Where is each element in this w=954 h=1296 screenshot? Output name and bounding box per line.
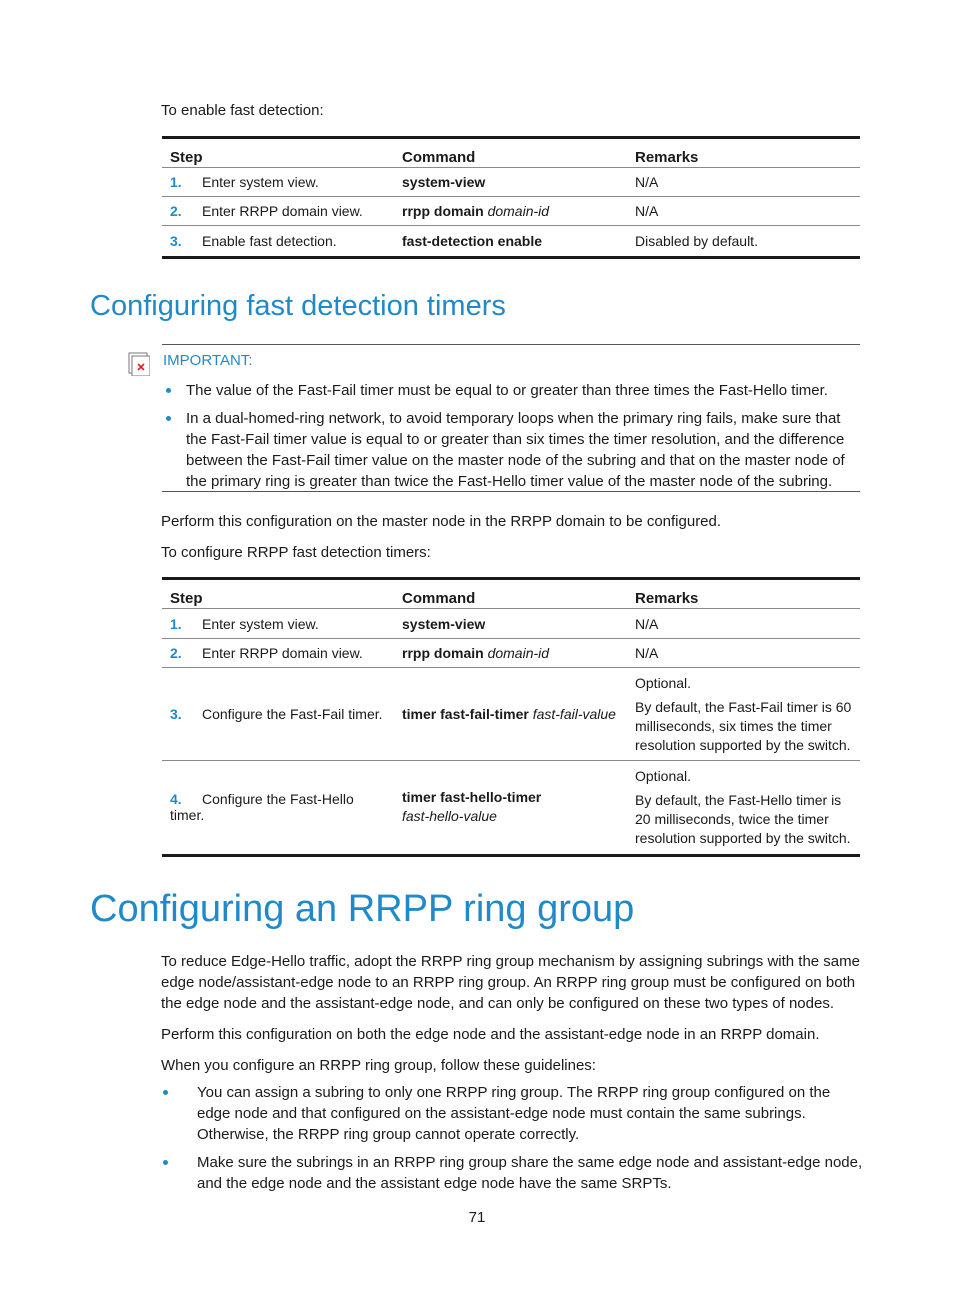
remark-text: N/A — [627, 197, 860, 226]
step-text: Enter RRPP domain view. — [202, 645, 363, 661]
paragraph: When you configure an RRPP ring group, follow these guidelines: — [161, 1057, 596, 1074]
step-text: Configure the Fast-Fail timer. — [202, 706, 383, 722]
important-top-rule — [162, 344, 860, 345]
step-text: Enable fast detection. — [202, 232, 337, 249]
command-argument: domain-id — [487, 645, 550, 661]
header-command: Command — [402, 149, 476, 166]
step-number: 2. — [170, 203, 182, 219]
intro-text: To configure RRPP fast detection timers: — [161, 544, 431, 561]
command-keyword: system-view — [402, 615, 486, 632]
important-note-icon — [128, 352, 150, 376]
steps-table-2 — [162, 577, 860, 857]
step-text: Enter system view. — [202, 174, 319, 190]
remark-detail: By default, the Fast-Hello timer is 20 milliseconds, twice the timer resolution supported by the switch. — [635, 791, 851, 846]
step-number: 4. — [170, 791, 182, 808]
step-number: 1. — [170, 615, 182, 632]
table-row — [162, 609, 860, 639]
guidelines-list — [161, 1082, 864, 1201]
command-keyword: rrpp domain — [402, 203, 484, 219]
step-number: 2. — [170, 645, 182, 661]
remark-text: N/A — [627, 639, 860, 668]
table-row — [162, 668, 860, 761]
command-keyword: fast-detection enable — [402, 232, 543, 249]
table-header-row — [162, 139, 860, 168]
header-step: Step — [170, 590, 203, 607]
command-keyword: system-view — [402, 174, 486, 190]
command-keyword: timer fast-fail-timer — [402, 706, 529, 722]
page-number: 71 — [468, 1209, 486, 1226]
command-argument: fast-fail-value — [532, 706, 616, 722]
important-label: IMPORTANT: — [163, 352, 253, 369]
command-keyword: rrpp domain — [402, 645, 484, 661]
paragraph: Perform this configuration on both the edge node and the assistant-edge node in an RRPP domain. — [161, 1026, 820, 1043]
step-text: Enter RRPP domain view. — [202, 203, 363, 219]
section-heading-rrpp-ring-group: Configuring an RRPP ring group — [90, 888, 635, 930]
table-row — [162, 197, 860, 226]
paragraph: To reduce Edge-Hello traffic, adopt the RRPP ring group mechanism by assigning subrings with the same edge node/assistant-edge node to an RRPP ring group. An RRPP ring group must be configured on both the edge node and the assistant-edge node, and can only be configured on these two types of nodes. — [161, 953, 860, 1012]
step-number: 1. — [170, 174, 182, 190]
header-remarks: Remarks — [635, 149, 699, 166]
command-argument: fast-hello-value — [402, 808, 497, 825]
command-keyword: timer fast-hello-timer — [402, 789, 542, 806]
important-list — [162, 380, 860, 499]
section-heading-fast-detection-timers: Configuring fast detection timers — [90, 290, 506, 322]
intro-text: To enable fast detection: — [161, 102, 324, 119]
header-remarks: Remarks — [635, 590, 699, 607]
list-item: You can assign a subring to only one RRPP ring group. The RRPP ring group configured on the edge node and that configured on the assistant-edge node must contain the same subrings. Otherwise, the RRPP ring group cannot operate correctly. — [161, 1082, 864, 1145]
table-row — [162, 168, 860, 197]
paragraph: Perform this configuration on the master node in the RRPP domain to be configured. — [161, 513, 722, 530]
table-header-row — [162, 580, 860, 609]
table-row — [162, 639, 860, 668]
remark-text: N/A — [627, 168, 860, 197]
list-item: The value of the Fast-Fail timer must be equal to or greater than three times the Fast-Hello timer. — [162, 380, 860, 401]
table-row — [162, 761, 860, 854]
step-number: 3. — [170, 232, 182, 249]
step-number: 3. — [170, 706, 182, 722]
list-item: Make sure the subrings in an RRPP ring group share the same edge node and assistant-edge node, and the edge node and the assistant edge node have the same SRPTs. — [161, 1152, 864, 1194]
step-text: Configure the Fast-Hello timer. — [170, 791, 354, 824]
step-text: Enter system view. — [202, 615, 319, 632]
remark-optional: Optional. — [635, 767, 692, 784]
remark-detail: By default, the Fast-Fail timer is 60 milliseconds, six times the timer resolution supported by the switch. — [635, 698, 852, 753]
command-argument: domain-id — [487, 203, 550, 219]
table-row — [162, 226, 860, 256]
remark-text: N/A — [627, 609, 860, 639]
header-command: Command — [402, 590, 476, 607]
steps-table-1 — [162, 136, 860, 259]
header-step: Step — [170, 149, 203, 166]
remark-optional: Optional. — [635, 674, 692, 691]
important-bottom-rule — [162, 491, 860, 492]
remark-text: Disabled by default. — [627, 226, 860, 256]
list-item: In a dual-homed-ring network, to avoid temporary loops when the primary ring fails, make sure that the Fast-Fail timer value is equal to or greater than six times the timer resolution, and the difference between the Fast-Fail timer value on the master node of the subring and that on the master node of the primary ring is greater than twice the Fast-Hello timer value of the master node of the subring. — [162, 408, 860, 492]
